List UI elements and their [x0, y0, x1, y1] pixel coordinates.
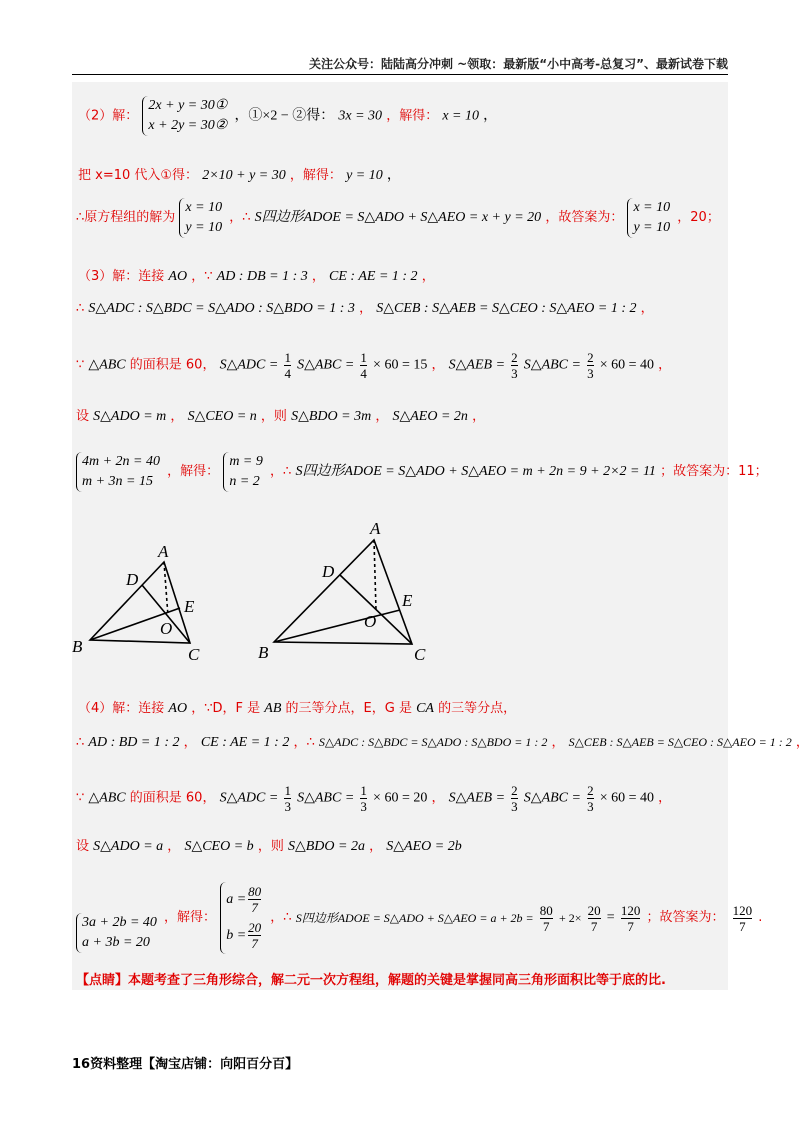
fraction: $\frac{2}{3}$ — [511, 783, 518, 814]
equation: S△ADC : S△BDC = S△ADO : S△BDO = 1 : 2 — [318, 735, 548, 749]
equation: CE : AE = 1 : 2 — [200, 735, 290, 750]
system-brace — [223, 452, 263, 492]
equation: x + 2y = 30② — [148, 118, 228, 133]
equation: S△ABC = — [523, 790, 581, 806]
label-e: E — [184, 597, 195, 616]
fraction: $\frac{80}{7}$ — [248, 884, 262, 916]
part3-line3 — [76, 350, 671, 381]
text: ， — [311, 269, 325, 284]
left-labels — [72, 542, 200, 664]
equation: S△AEB = — [448, 790, 506, 806]
equation: S△BDO = 2a — [287, 839, 365, 854]
equation: a + 3b = 20 — [82, 935, 150, 950]
equation: × 60 = 40 — [599, 357, 655, 373]
text: ，则 — [257, 839, 284, 854]
segment: CA — [416, 701, 434, 716]
comment-line — [76, 972, 666, 990]
equation: = — [606, 910, 615, 925]
equation: S四边形ADOE = S△ADO + S△AEO = x + y = 20 — [254, 210, 542, 225]
equation: S△CEO = b — [184, 839, 254, 854]
text: ， — [431, 790, 445, 806]
text: ， — [795, 735, 809, 750]
segment: AO — [168, 701, 188, 716]
page-number: 16 — [72, 1057, 91, 1072]
text: ， — [658, 357, 672, 373]
equation: 3x = 30 — [338, 108, 383, 124]
equation: S△ABC = — [297, 790, 355, 806]
text: ， — [167, 839, 181, 854]
text: ，∴ — [270, 910, 292, 925]
text: ， — [170, 409, 184, 424]
fraction: $\frac{120}{7}$ — [620, 902, 641, 934]
equation: S△BDO = 3m — [291, 409, 372, 424]
equation: AD : DB = 1 : 3 — [216, 269, 308, 284]
equation: S△AEO = 2n — [392, 409, 468, 424]
system-brace — [627, 198, 670, 238]
label-a: A — [370, 519, 381, 538]
part2-line3 — [76, 198, 720, 238]
equation: 4m + 2n = 40 — [82, 454, 161, 469]
equation: + 2× — [558, 911, 582, 925]
equation: x = 10 — [633, 200, 671, 215]
equation: S△ABC = — [297, 357, 355, 373]
text: ；故答案为： — [646, 910, 725, 925]
fraction: $\frac{120}{7}$ — [732, 902, 753, 934]
fraction: $\frac{20}{7}$ — [587, 902, 601, 934]
geometry-figures — [72, 520, 728, 670]
label-d: D — [322, 562, 335, 581]
text: ， — [386, 168, 401, 183]
footer-text: 资料整理【淘宝店铺：向阳百分百】 — [90, 1057, 299, 1072]
part2-label: （2）解： — [78, 108, 139, 124]
triangle-abc — [90, 562, 190, 643]
text: 的面积是 60， — [129, 790, 216, 806]
right-triangle-figure — [274, 540, 412, 644]
equation: S四边形ADOE = S△ADO + S△AEO = m + 2n = 9 + 2×2 = 11 — [295, 464, 656, 479]
part4-label: （4）解：连接 — [78, 701, 165, 716]
text: ，故答案为： — [545, 210, 624, 225]
equation: S△AEO = 2b — [386, 839, 462, 854]
text: ∴ — [76, 735, 85, 750]
equation: S△ADC : S△BDC = S△ADO : S△BDO = 1 : 3 — [88, 301, 355, 316]
text: 设 — [76, 409, 90, 424]
comment-text: 本题考查了三角形综合，解二元一次方程组，解题的关键是掌握同高三角形面积比等于底的比. — [128, 973, 666, 988]
part2-line1 — [78, 96, 497, 136]
segment: AB — [264, 701, 282, 716]
fraction: $\frac{2}{3}$ — [587, 783, 594, 814]
text: ∵ — [76, 357, 85, 373]
equation: S△ADC = — [219, 357, 279, 373]
part3-line1 — [78, 268, 435, 286]
triangle-name: △ABC — [88, 790, 126, 806]
equation: CE : AE = 1 : 2 — [329, 269, 418, 284]
text: ， — [369, 839, 383, 854]
text: ，20； — [677, 210, 720, 225]
label-o: O — [364, 612, 377, 631]
part4-line3 — [76, 783, 671, 814]
text: ∴ — [76, 301, 85, 316]
fraction: $\frac{1}{3}$ — [360, 783, 367, 814]
part3-line4 — [76, 408, 485, 426]
text: ，∴ — [293, 735, 315, 750]
equation: 2x + y = 30① — [148, 98, 228, 113]
equation: S△CEO = n — [187, 409, 257, 424]
equation: × 60 = 20 — [373, 790, 428, 806]
page-header: 关注公众号：陆陆高分冲刺 ~领取：最新版“小中高考-总复习”、最新试卷下载 — [72, 54, 728, 75]
equation: S△ADC = — [219, 790, 279, 806]
label-e: E — [402, 591, 413, 610]
label-b: B — [258, 643, 269, 662]
text: ， — [183, 735, 197, 750]
left-triangle-figure — [90, 562, 190, 643]
system-brace — [76, 913, 157, 953]
text: 把 x=10 代入①得： — [78, 168, 199, 183]
text: ∵ — [76, 790, 85, 806]
page-footer — [72, 1053, 298, 1072]
part4-line2 — [76, 733, 809, 752]
text: ，∴ — [270, 464, 292, 479]
part4-line5 — [76, 882, 762, 954]
segment-ao — [374, 540, 376, 610]
equation: m = 9 — [229, 454, 263, 469]
text: ， — [431, 357, 445, 373]
fraction: $\frac{2}{3}$ — [587, 350, 594, 381]
text: 的三等分点， — [438, 701, 517, 716]
equation: a = — [226, 892, 247, 907]
equation: S四边形ADOE = S△ADO + S△AEO = a + 2b = — [295, 911, 534, 925]
label-c: C — [188, 645, 200, 664]
fraction: $\frac{1}{4}$ — [284, 350, 291, 381]
text: ，∴ — [229, 210, 251, 225]
fraction: $\frac{2}{3}$ — [511, 350, 518, 381]
equation: y = 10 — [633, 220, 671, 235]
text: 的面积是 60， — [129, 357, 216, 373]
fraction: $\frac{80}{7}$ — [539, 902, 553, 934]
text: ， — [551, 735, 565, 750]
text: ， — [483, 108, 498, 124]
triangle-name: △ABC — [88, 357, 126, 373]
part2-line2 — [78, 167, 401, 185]
equation: S△AEB = — [448, 357, 506, 373]
part4-line1 — [78, 700, 516, 718]
label-c: C — [414, 645, 426, 664]
equation: S△CEB : S△AEB = S△CEO : S△AEO = 1 : 2 — [376, 301, 637, 316]
equation: y = 10 — [346, 168, 383, 183]
text: . — [758, 910, 763, 925]
part3-line5 — [76, 452, 768, 492]
fraction: $\frac{1}{4}$ — [360, 350, 367, 381]
system-brace — [179, 198, 222, 238]
equation: × 60 = 15 — [373, 357, 428, 373]
equation: m + 3n = 15 — [82, 474, 154, 489]
equation: y = 10 — [185, 220, 223, 235]
equation: AD : BD = 1 : 2 — [88, 735, 180, 750]
fraction: $\frac{1}{3}$ — [284, 783, 291, 814]
equation: S△ADO = a — [93, 839, 164, 854]
text: ， — [472, 409, 486, 424]
text: ， — [640, 301, 654, 316]
fraction: $\frac{20}{7}$ — [248, 920, 262, 952]
text: ，∵ — [191, 269, 213, 284]
equation: S△ABC = — [523, 357, 581, 373]
text: ，则 — [260, 409, 287, 424]
text: ， — [658, 790, 672, 806]
text: 的三等分点，E，G 是 — [285, 701, 412, 716]
label-a: A — [158, 542, 169, 561]
part4-line4 — [76, 838, 462, 856]
equation: x = 10 — [442, 108, 480, 124]
equation: n = 2 — [229, 474, 260, 489]
text: ， — [421, 269, 435, 284]
equation: 3a + 2b = 40 — [82, 915, 157, 930]
segment: AO — [168, 269, 188, 284]
text: ，解得： — [386, 108, 439, 124]
label-d: D — [126, 570, 139, 589]
text: 设 — [76, 839, 90, 854]
text: ，解得： — [164, 910, 217, 925]
equation: × 60 = 40 — [599, 790, 655, 806]
system-brace — [76, 452, 160, 492]
triangle-abc — [274, 540, 412, 644]
system-brace — [142, 96, 227, 136]
equation: 2×10 + y = 30 — [202, 168, 286, 183]
label-o: O — [160, 619, 173, 638]
text: ，解得： — [289, 168, 342, 183]
equation: S△ADO = m — [93, 409, 167, 424]
text: ，解得： — [167, 464, 220, 479]
equation: x = 10 — [185, 200, 223, 215]
text: ∴原方程组的解为 — [76, 210, 176, 225]
part3-line2 — [76, 300, 654, 318]
comment-label: 【点睛】 — [76, 973, 129, 988]
text: ， — [375, 409, 389, 424]
text: ，∵D，F 是 — [191, 701, 261, 716]
text: ；故答案为：11； — [660, 464, 768, 479]
equation: S△CEB : S△AEB = S△CEO : S△AEO = 1 : 2 — [568, 735, 792, 749]
system-brace — [220, 882, 263, 954]
operation-text: ，①×2 − ②得： — [234, 108, 335, 124]
equation: b = — [226, 928, 247, 943]
part3-label: （3）解：连接 — [78, 269, 169, 284]
label-b: B — [72, 637, 83, 656]
text: ， — [359, 301, 373, 316]
